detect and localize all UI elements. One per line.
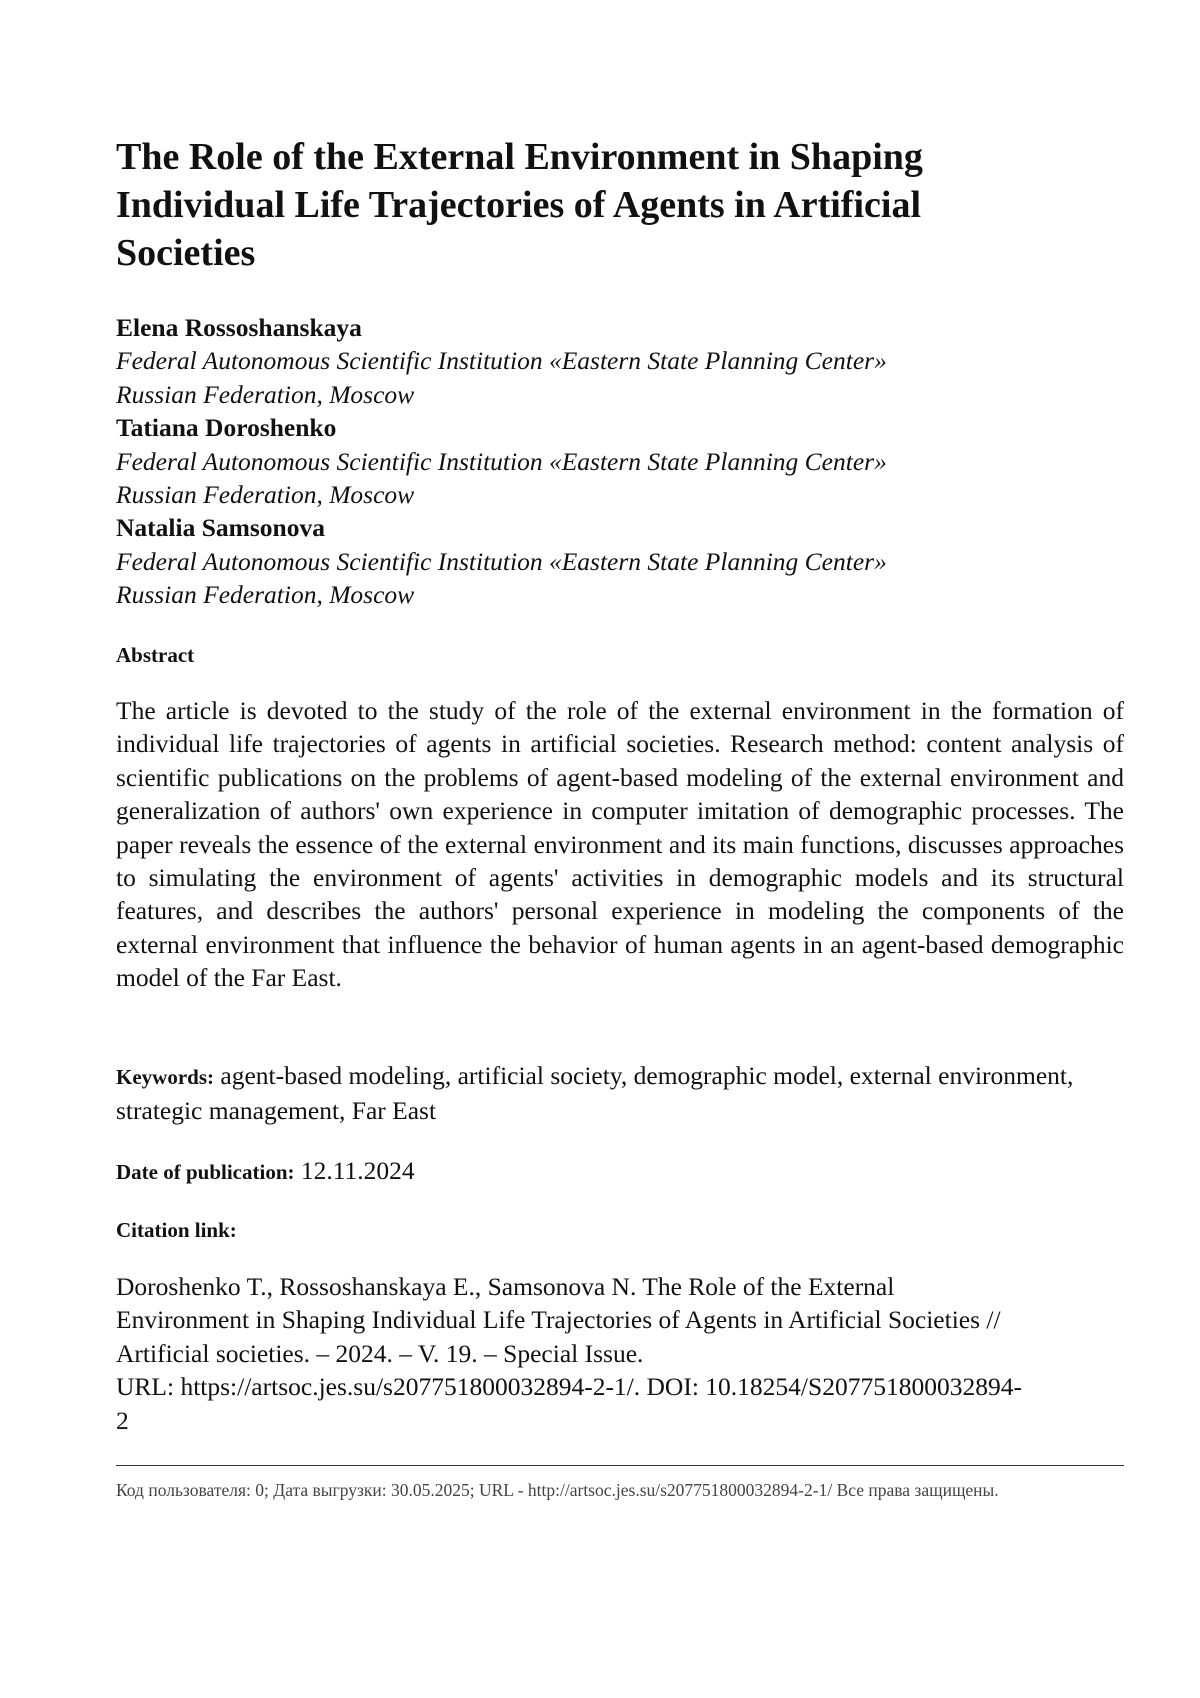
abstract-heading: Abstract <box>116 643 195 667</box>
publication-date-label: Date of publication: <box>116 1160 295 1184</box>
keywords-block <box>116 1059 1124 1128</box>
publication-date-block <box>116 1154 415 1189</box>
keywords-text: agent-based modeling, artificial society, demographic model, external environment, strategic management, Far East <box>116 1061 1074 1126</box>
author-affiliation: Federal Autonomous Scientific Institution «Eastern State Planning Center» <box>116 546 887 576</box>
abstract-text: The article is devoted to the study of the role of the external environment in the formation of individual life trajectories of agents in artificial societies. Research method: content analysis of scientific publications on the problems of agent-based modeling of the external environment and generalization of authors' own experience in computer imitation of demographic processes. The paper reveals the essence of the external environment and its main functions, discusses approaches to simulating the environment of agents' activities in demographic models and its structural features, and describes the authors' personal experience in modeling the components of the external environment that influence the behavior of human agents in an agent-based demographic model of the Far East. <box>116 696 1124 993</box>
publication-date-value: 12.11.2024 <box>300 1156 415 1185</box>
author-location: Russian Federation, Moscow <box>116 379 415 409</box>
footer-divider <box>116 1465 1124 1466</box>
author-name: Elena Rossoshanskaya <box>116 313 362 342</box>
page-footer: Код пользователя: 0; Дата выгрузки: 30.05.2025; URL - http://artsoc.jes.su/s207751800032894-2-1/ Все права защищены. <box>116 1480 999 1500</box>
citation-label: Citation link: <box>116 1218 237 1242</box>
paper-title: The Role of the External Environment in Shaping Individual Life Trajectories of Agents in Artificial Societies <box>116 136 923 274</box>
citation-text <box>116 1270 1124 1437</box>
citation-line: Artificial societies. – 2024. – V. 19. – Special Issue. <box>116 1338 644 1368</box>
keywords-label: Keywords: <box>116 1065 214 1089</box>
author-affiliation: Federal Autonomous Scientific Institution «Eastern State Planning Center» <box>116 346 887 376</box>
citation-line: 2 <box>116 1405 129 1435</box>
author-name: Natalia Samsonova <box>116 513 325 543</box>
authors-block <box>116 311 1124 612</box>
author-location: Russian Federation, Moscow <box>116 580 415 610</box>
citation-line: Environment in Shaping Individual Life Trajectories of Agents in Artificial Societies // <box>116 1305 1001 1335</box>
author-location: Russian Federation, Moscow <box>116 480 415 510</box>
author-name: Tatiana Doroshenko <box>116 413 337 443</box>
author-affiliation: Federal Autonomous Scientific Institution «Eastern State Planning Center» <box>116 446 887 476</box>
citation-line: Doroshenko T., Rossoshanskaya E., Samsonova N. The Role of the External <box>116 1272 895 1301</box>
citation-url-line[interactable]: URL: https://artsoc.jes.su/s207751800032894-2-1/. DOI: 10.18254/S207751800032894- <box>116 1372 1022 1402</box>
